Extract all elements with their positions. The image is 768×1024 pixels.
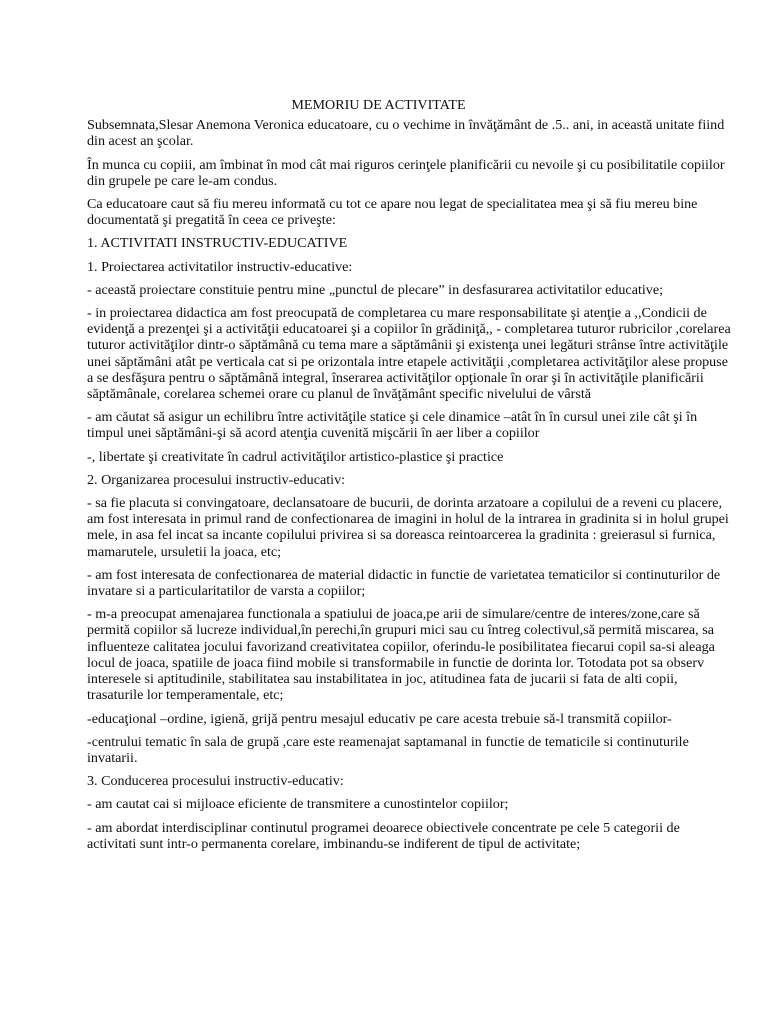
list-item: - am abordat interdisciplinar continutul programei deoarece obiectivele concentrate pe cele 5 categorii de activitati sunt intr-o permanenta corelare, imbinandu-se indiferent de tipul de activitate;: [87, 819, 680, 852]
list-item: - am cautat cai si mijloace eficiente de transmitere a cunostintelor copiilor;: [87, 796, 509, 813]
paragraph-intro: Subsemnata,Slesar Anemona Veronica educatoare, cu o vechime in învăţământ de .5.. ani, in această unitate fiind din acest an şcolar.: [87, 117, 725, 150]
section-heading-activities: 1. ACTIVITATI INSTRUCTIV-EDUCATIVE: [87, 235, 348, 252]
list-item: - in proiectarea didactica am fost preocupată de completarea cu mare responsabilitate şi atenţie a ,,Condicii de evidenţă a prezenţei şi a activităţii educatoarei şi a copiilor în grădiniţă,, - completarea tuturor rubricilor ,corelarea tuturor activităţilor dintr-o săptămână cu tema mare a săptămânii şi existenţa unei legături strânse între activităţile unei săptămâni atât pe verticala cat si pe orizontala intre etapele activităţii ,completarea activităţilor alese propuse a se desfăşura pentru o săptămână integral, înserarea activităţilor opţionale în orar şi în activităţile planificării săptămânale, corelarea schemei orare cu planul de învăţământ specific nivelului de vârstă: [87, 305, 731, 403]
subheading-design: 1. Proiectarea activitatilor instructiv-educative:: [87, 258, 353, 275]
paragraph-planning: În munca cu copiii, am îmbinat în mod cât mai riguros cerinţele planificării cu nevoile şi cu posibilitatile copiilor din grupele pe care le-am condus.: [87, 156, 725, 189]
list-item: -, libertate şi creativitate în cadrul activităţilor artistico-plastice şi practice: [87, 448, 504, 465]
list-item: - această proiectare constituie pentru mine „punctul de plecare” in desfasurarea activitatilor educative;: [87, 281, 663, 298]
subheading-organization: 2. Organizarea procesului instructiv-educativ:: [87, 471, 346, 488]
list-item: - am fost interesata de confectionarea de material didactic in functie de varietatea tematicilor si continuturilor de invatare si a particularitatilor de varsta a copiilor;: [87, 566, 721, 600]
list-item: - m-a preocupat amenajarea functionala a spatiului de joaca,pe arii de simulare/centre de interes/zone,care să permită copiilor să lucreze individual,în perechi,în grupuri mici sau cu întreg colectivul,să permită miscarea, sa influenteze calitatea jocului favorizand creativitatea copiilor, oferindu-le posibilitatea fiecarui copil sa-si aleaga locul de joaca, spatiile de joaca fiind mobile si transformabile in functie de dorinta lor. Totodata pot sa observ interesele si aptitudinile, stabilitatea sau instabilitatea in joc, atitudinea fata de jucarii si fata de alti copii, trasaturile lor temperamentale, etc;: [87, 606, 715, 704]
list-item: - am căutat să asigur un echilibru între activităţile statice şi cele dinamice –atât în în cursul unei zile cât şi în timpul unei săptămâni-şi să acord atenţia cuvenită mişcării în aer liber a copiilor: [87, 409, 698, 442]
document-body: [87, 97, 732, 859]
document-title: MEMORIU DE ACTIVITATE: [291, 97, 466, 113]
list-item: -educaţional –ordine, igienă, grijă pentru mesajul educativ pe care acesta trebuie să-l transmită copiilor-: [87, 710, 672, 727]
paragraph-documentation: Ca educatoare caut să fiu mereu informată cu tot ce apare nou legat de specialitatea mea şi să fiu mereu bine documentată şi pregatită în ceea ce priveşte:: [87, 196, 698, 229]
subheading-conducting: 3. Conducerea procesului instructiv-educativ:: [87, 773, 344, 790]
list-item: - sa fie placuta si convingatoare, declansatoare de bucurii, de dorinta arzatoare a copilului de a reveni cu placere, am fost interesata in primul rand de confectionarea de imagini in holul de la intrarea in gradinita si in holul grupei mele, in asa fel incat sa incante copilului privirea si sa doreasca reintoarcerea la gradinita : greierasul si furnica, mamarutele, ursuletii la joaca, etc;: [87, 495, 729, 560]
list-item: -centrului tematic în sala de grupă ,care este reamenajat saptamanal in functie de tematicile si continuturile invatarii.: [87, 733, 689, 766]
